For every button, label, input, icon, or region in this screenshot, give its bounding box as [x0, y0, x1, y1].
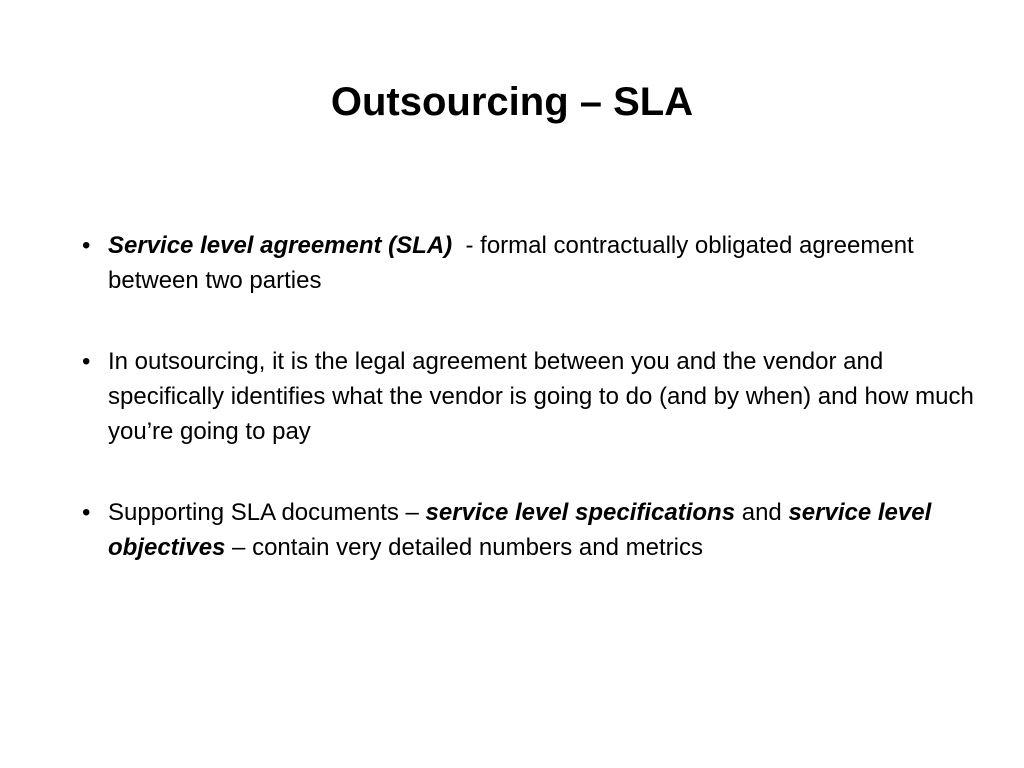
term-service-level-objectives: service level objectives	[108, 499, 932, 561]
outsourcing-agreement-text: In outsourcing, it is the legal agreement between you and the vendor and specifically identifies what the vendor is going to do (and by when) and how much you’re going to pay	[108, 348, 974, 445]
supporting-docs-tail: – contain very detailed numbers and metrics	[225, 534, 703, 561]
bullet-sla-definition	[82, 228, 1002, 298]
bullet-list	[82, 228, 1002, 565]
bullet-dot-icon: •	[82, 348, 91, 375]
supporting-docs-lead: Supporting SLA documents –	[108, 499, 426, 526]
bullet-outsourcing-agreement	[82, 344, 1002, 449]
bullet-supporting-documents	[82, 495, 1002, 565]
term-service-level-specifications: service level specifications	[425, 499, 736, 526]
supporting-docs-and: and	[735, 499, 789, 526]
bullet-dot-icon: •	[82, 499, 91, 526]
bullet-dot-icon: •	[82, 232, 91, 259]
sla-definition-text: - formal contractually obligated agreement between two parties	[108, 232, 921, 294]
term-sla: Service level agreement (SLA)	[108, 232, 453, 259]
slide-title: Outsourcing – SLA	[330, 80, 694, 124]
